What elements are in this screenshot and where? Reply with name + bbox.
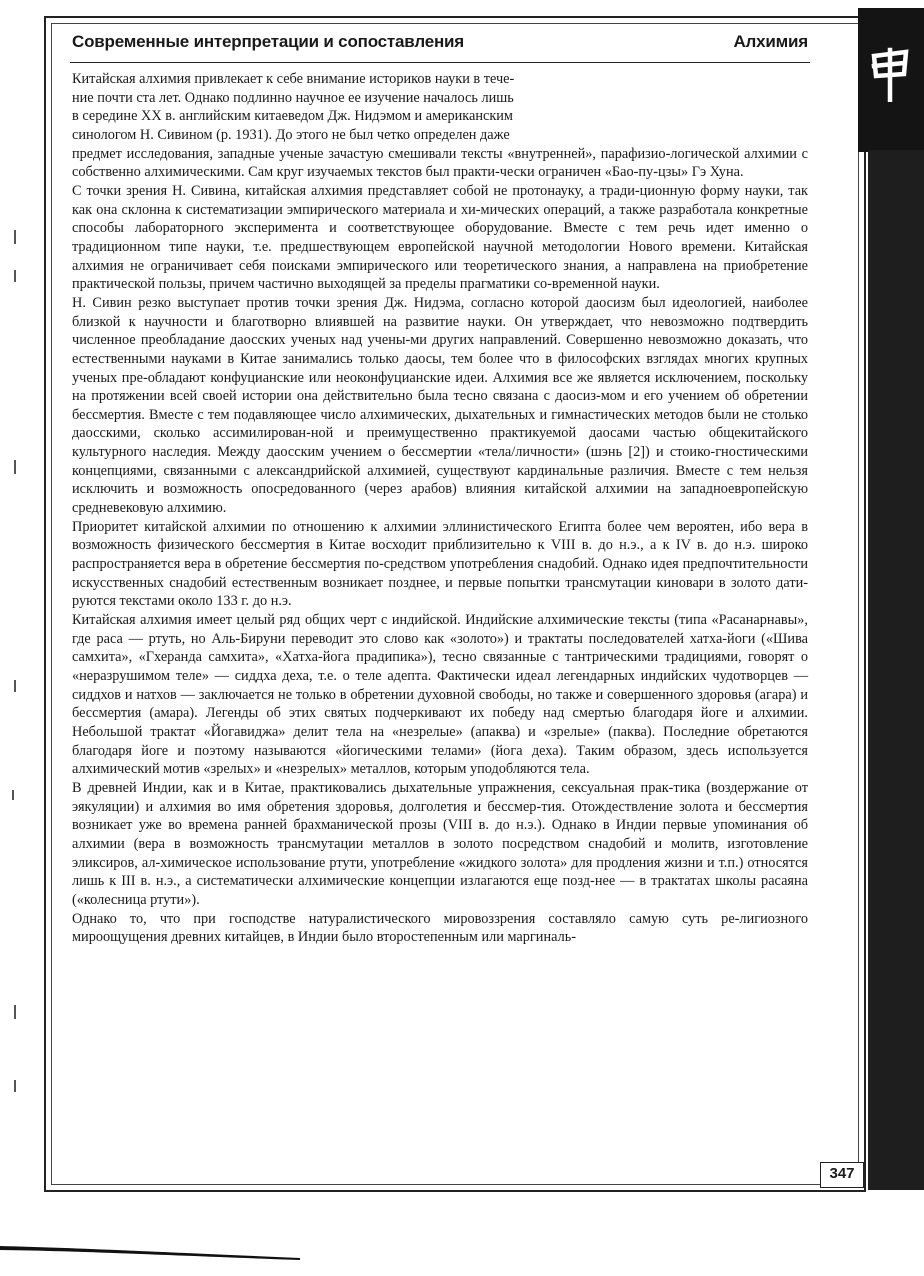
margin-mark: [14, 270, 16, 282]
page-number: 347: [820, 1162, 864, 1188]
margin-mark: [14, 680, 16, 692]
margin-mark: [14, 460, 16, 474]
paragraph: Китайская алхимия имеет целый ряд общих черт с индийской. Индийские алхимические тексты (типа «Расанарнавы», где раса — ртуть, но Аль-Бируни переводит это слово как «золото») и трактаты последователей хатха-йоги («Шива самхита», «Гхеранда самхита», «Хатха-йога прадипика»), тесно связанные с тантрическими традициями, говорят о «неразрушимом теле» — сиддха деха, т.е. о теле адепта. Фактически идеал легендарных индийских чудотворцев — сиддхов и натхов — заключается не только в обретении духовной свободы, но также и совершенного здоровья (агара) и бессмертия (амара). Легенды об этих святых подчеркивают их победу над смертью благодаря йоге и алхимии. Небольшой трактат «Йогавиджа» делит тела на «незрелые» (апаква) и «зрелые» (паква). Последние обретаются благодаря йоге и поэтому называются «йогическими телами» (йога деха). Таким образом, здесь используется алхимический мотив «зрелых» и «незрелых» металлов, которым уподобляются тела.: [72, 612, 808, 778]
paragraph: Однако то, что при господстве натуралистического мировоззрения составляло самую суть ре-лигиозного мироощущения древних китайцев, в Индии было второстепенным или маргиналь-: [72, 910, 808, 946]
section-title: Современные интерпретации и сопоставления: [72, 32, 464, 51]
paragraph: предмет исследования, западные ученые зачастую смешивали тексты «внутренней», парафизио-логической алхимии с собственно алхимическими. Сам круг изучаемых текстов был практи-чески ограничен «Бао-пу-цзы» Гэ Хуна.: [72, 145, 808, 181]
chapter-tab-bar: [868, 150, 924, 1190]
running-header: [70, 28, 810, 63]
scan-edge-line: [0, 1244, 300, 1260]
margin-mark: [14, 1005, 16, 1019]
paragraph: Н. Сивин резко выступает против точки зрения Дж. Нидэма, согласно которой даосизм был идеологией, наиболее близкой к научности и благотворно влиявшей на развитие науки. Он утверждает, что невозможно подтвердить численное преобладание даосских ученых над учены-ми других направлений. Совершенно невозможно доказать, что естественными науками в Китае занимались только даосы, тем более что в философских взглядах многих крупных ученых пре-обладают конфуцианские или неоконфуцианские идеи. Алхимия все же является исключением, поскольку на протяжении всей своей истории она действительно была тесно связана с даосиз-мом и его учением об обретении бессмертия. Вместе с тем подавляющее число алхимических, дыхательных и гимнастических методов были не столько даосскими, сколько ассимилирован-ной и преимущественно практикуемой даосами частью общекитайского культурного наследия. Между даосским учением о бессмертии «тела/личности» (шэнь [2]) и стоико-гностическими концепциями, связанными с александрийской алхимией, существуют кардинальные различия. Вместе с тем нельзя исключить и возможность опосредованного (через арабов) влияния китайской алхимии на западноевропейскую средневековую алхимию.: [72, 294, 808, 517]
chapter-title: Алхимия: [733, 32, 808, 51]
paragraph: Китайская алхимия привлекает к себе внимание историков науки в тече- ние почти ста лет. Однако подлинно научное ее изучение началось лишь в середине XX в. английским китаеведом Дж. Нидэмом и американским синологом Н. Сивином (р. 1931). До этого не был четко определен даже: [72, 71, 515, 143]
margin-mark: [12, 790, 14, 800]
body-text: [72, 70, 808, 947]
alchemy-symbol-icon: [870, 46, 910, 102]
margin-mark: [14, 1080, 16, 1092]
paragraph: Приоритет китайской алхимии по отношению к алхимии эллинистического Египта более чем вероятен, ибо вера в возможность физического бессмертия в Китае восходит приблизительно к VIII в. до н.э., а к IV в. до н.э. широко распространяется вера в обретение бессмертия по-средством употребления снадобий. Однако идея предпочтительности искусственных снадобий естественным возникает позднее, и первые попытки трансмутации киновари в золото дати-руются текстами около 133 г. до н.э.: [72, 518, 808, 610]
margin-mark: [14, 230, 16, 244]
paragraph: В древней Индии, как и в Китае, практиковались дыхательные упражнения, сексуальная прак-тика (воздержание от эякуляции) и алхимия во имя обретения здоровья, долголетия и бессмер-тия. Отождествление золота и бессмертия возникает уже во времена ранней брахманической прозы (VIII в. до н.э.). Однако в Индии первые упоминания об алхимии (вера в возможность трансмутации металлов в золото посредством снадобий и молитв, изготовление эликсиров, ал-химическое использование ртути, употребление «жидкого золота» для продления жизни и т.п.) относятся лишь к III в. н.э., а систематически алхимические концепции излагаются еще позд-нее — в трактатах школы расаяна («колесница ртути»).: [72, 779, 808, 908]
paragraph: С точки зрения Н. Сивина, китайская алхимия представляет собой не протонауку, а тради-ционную форму науки, так как она склонна к систематизации эмпирического материала и хи-мических операций, а также разработала конкретные способы лабораторного эксперимента и соответствующее оборудование. Вместе с тем речь идет именно о традиционном типе науки, т.е. предшествующем европейской научной методологии Нового времени. Китайская алхимия не ограничивает себя поисками эмпирического или теоретического знания, а направлена на приобретение практической пользы, причем частично выходящей за пределы прагматики со-временной науки.: [72, 182, 808, 293]
